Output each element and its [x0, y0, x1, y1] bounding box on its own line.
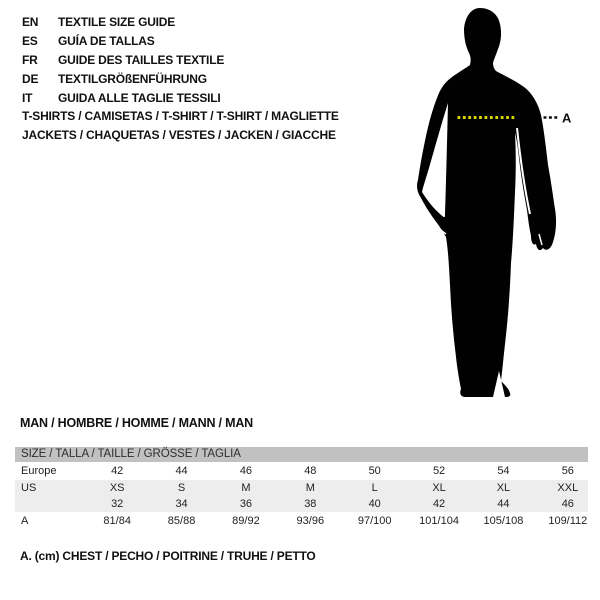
table-cell: 56: [561, 465, 574, 477]
measure-label-a: A: [562, 110, 572, 126]
table-cell: 40: [368, 498, 381, 510]
table-cell: 50: [368, 465, 381, 477]
table-cell: 109/112: [548, 514, 588, 527]
size-table: [15, 447, 588, 529]
language-code: FR: [22, 52, 38, 67]
table-row-numeric: [15, 496, 588, 512]
language-row: [22, 88, 224, 107]
table-cell: 36: [239, 498, 253, 510]
row-cells: [85, 482, 600, 494]
language-code: IT: [22, 90, 33, 105]
language-row: [22, 69, 224, 88]
table-cell: 105/108: [483, 514, 524, 527]
table-cell: 46: [239, 465, 253, 477]
table-cell: M: [241, 482, 251, 494]
row-label: Europe: [21, 465, 57, 477]
size-table-header: SIZE / TALLA / TAILLE / GRÖSSE / TAGLIA: [15, 447, 588, 462]
table-cell: 42: [432, 498, 446, 510]
language-label: TEXTILE SIZE GUIDE: [58, 14, 176, 29]
table-cell: 89/92: [232, 514, 260, 527]
table-cell: M: [305, 482, 315, 494]
table-cell: 44: [497, 498, 510, 510]
language-row: [22, 31, 224, 50]
row-label: US: [21, 482, 37, 494]
garment-categories: [22, 107, 339, 145]
language-label: GUÍA DE TALLAS: [58, 33, 155, 48]
table-cell: 85/88: [167, 514, 196, 527]
row-cells: [85, 465, 600, 477]
table-cell: 97/100: [357, 514, 392, 527]
table-cell: XXL: [557, 482, 579, 494]
language-label: GUIDE DES TAILLES TEXTILE: [58, 52, 225, 67]
table-cell: 42: [111, 465, 124, 477]
table-cell: 54: [497, 465, 510, 477]
table-cell: 32: [111, 498, 124, 510]
man-silhouette: [405, 5, 575, 400]
language-label: TEXTILGRÖßENFÜHRUNG: [58, 71, 207, 86]
language-row: [22, 50, 224, 69]
table-cell: 81/84: [103, 514, 131, 527]
language-guide-block: [22, 12, 224, 107]
category-line-jackets: JACKETS / CHAQUETAS / VESTES / JACKEN / GIACCHE: [22, 128, 336, 142]
table-row-us: [15, 480, 588, 496]
row-label: A: [21, 514, 29, 527]
table-cell: 38: [304, 498, 317, 510]
table-cell: XS: [109, 482, 125, 494]
table-cell: 46: [561, 498, 574, 510]
language-code: ES: [22, 33, 38, 48]
table-cell: 93/96: [296, 514, 325, 527]
language-code: DE: [22, 71, 39, 86]
language-label: GUIDA ALLE TAGLIE TESSILI: [58, 90, 221, 105]
table-row-chest-a: [15, 512, 588, 529]
table-cell: S: [177, 482, 186, 494]
category-line-tshirts: T-SHIRTS / CAMISETAS / T-SHIRT / T-SHIRT / MAGLIETTE: [22, 109, 339, 123]
table-cell: 52: [432, 465, 446, 477]
table-cell: 44: [175, 465, 188, 477]
table-cell: 48: [304, 465, 317, 477]
table-row-europe: [15, 462, 588, 480]
table-cell: XL: [432, 482, 446, 494]
table-cell: 101/104: [419, 514, 459, 527]
row-cells: [85, 515, 600, 527]
measurement-footnote: A. (cm) CHEST / PECHO / POITRINE / TRUHE / PETTO: [20, 549, 316, 563]
table-cell: XL: [496, 482, 511, 494]
section-title-man: MAN / HOMBRE / HOMME / MANN / MAN: [20, 416, 253, 430]
table-cell: L: [371, 482, 378, 494]
row-cells: [85, 498, 600, 510]
language-row: [22, 12, 224, 31]
language-code: EN: [22, 14, 39, 29]
table-cell: 34: [175, 498, 188, 510]
